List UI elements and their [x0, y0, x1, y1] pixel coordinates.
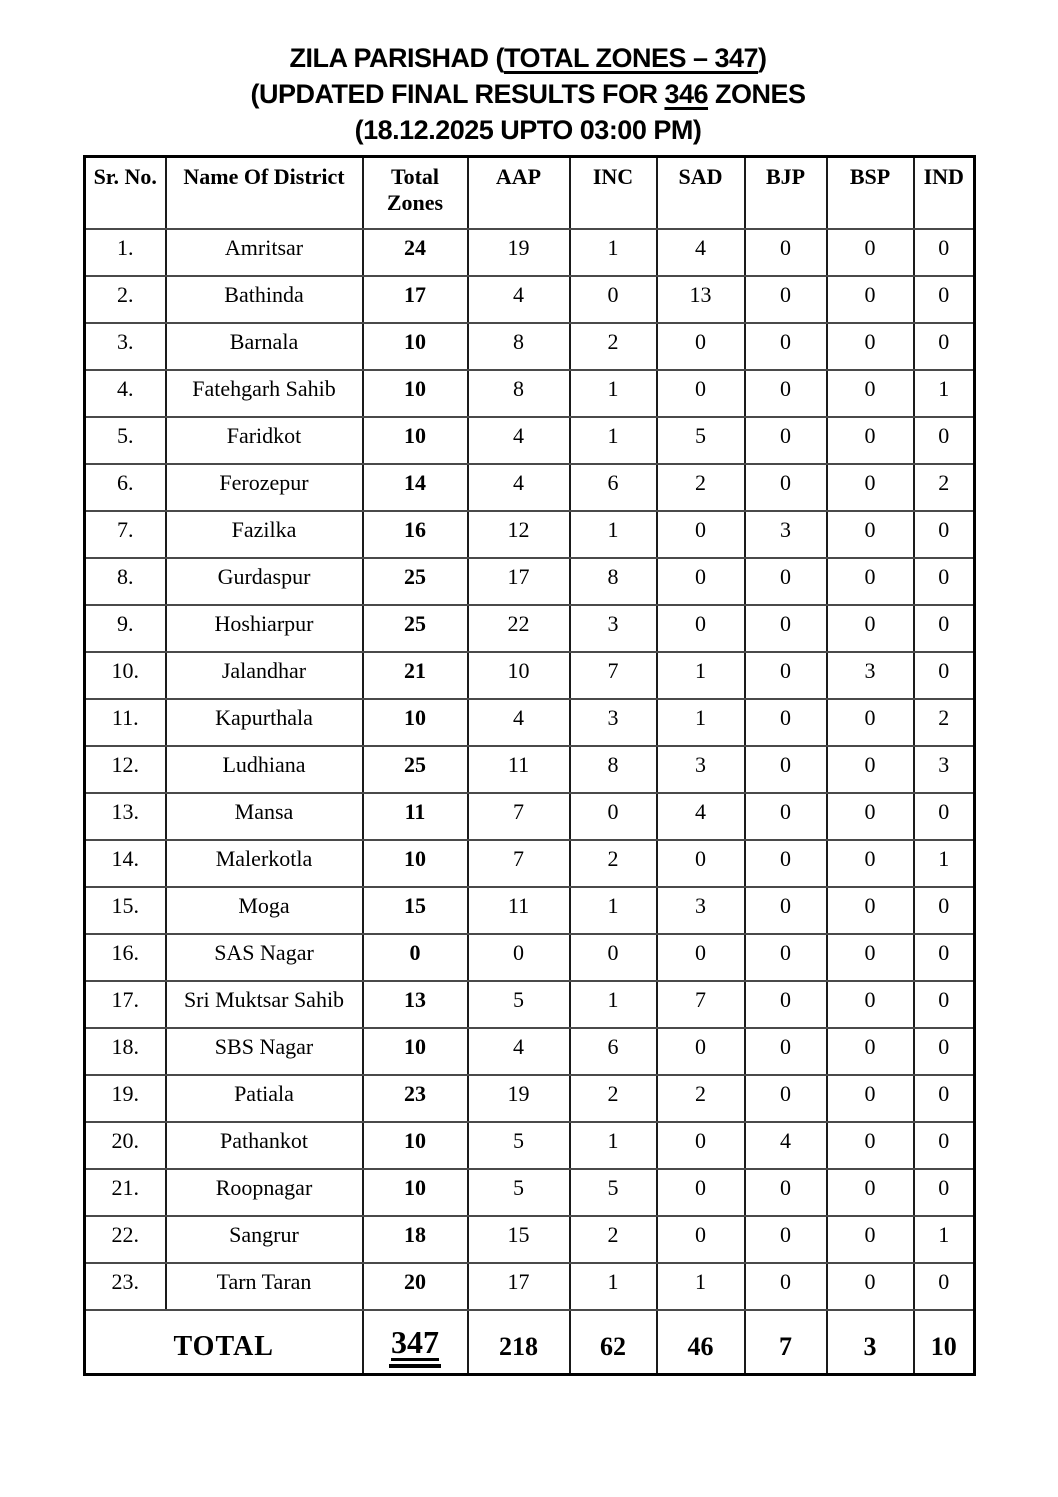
cell-sr-no: 18.	[85, 1028, 166, 1075]
cell-ind: 0	[914, 1075, 975, 1122]
cell-sr-no: 8.	[85, 558, 166, 605]
cell-district: Barnala	[166, 323, 363, 370]
cell-ind: 0	[914, 558, 975, 605]
cell-total-zones: 10	[363, 840, 468, 887]
cell-aap: 17	[468, 558, 570, 605]
cell-aap: 19	[468, 1075, 570, 1122]
cell-ind: 0	[914, 1028, 975, 1075]
total-sad: 46	[657, 1310, 745, 1375]
header-sr-no: Sr. No.	[85, 157, 166, 230]
cell-inc: 1	[570, 370, 657, 417]
cell-total-zones: 13	[363, 981, 468, 1028]
header-inc: INC	[570, 157, 657, 230]
cell-total-zones: 10	[363, 323, 468, 370]
cell-bsp: 0	[827, 323, 914, 370]
title-line2-pre: (UPDATED FINAL RESULTS FOR	[250, 79, 665, 109]
cell-sad: 2	[657, 1075, 745, 1122]
table-row	[85, 558, 975, 605]
cell-bjp: 0	[745, 1028, 827, 1075]
cell-district: Ferozepur	[166, 464, 363, 511]
cell-district: Hoshiarpur	[166, 605, 363, 652]
cell-sr-no: 5.	[85, 417, 166, 464]
cell-inc: 3	[570, 605, 657, 652]
total-inc: 62	[570, 1310, 657, 1375]
table-row	[85, 934, 975, 981]
cell-bjp: 4	[745, 1122, 827, 1169]
cell-ind: 0	[914, 1122, 975, 1169]
header-row	[85, 157, 975, 230]
total-aap: 218	[468, 1310, 570, 1375]
cell-total-zones: 25	[363, 558, 468, 605]
title-line1-pre: ZILA PARISHAD (	[289, 43, 504, 73]
cell-sr-no: 2.	[85, 276, 166, 323]
table-body	[85, 229, 975, 1310]
table-row	[85, 1028, 975, 1075]
cell-sr-no: 4.	[85, 370, 166, 417]
cell-district: Jalandhar	[166, 652, 363, 699]
cell-bsp: 0	[827, 370, 914, 417]
cell-sad: 0	[657, 605, 745, 652]
cell-ind: 0	[914, 511, 975, 558]
cell-ind: 2	[914, 699, 975, 746]
cell-sr-no: 23.	[85, 1263, 166, 1310]
cell-total-zones: 15	[363, 887, 468, 934]
cell-sad: 13	[657, 276, 745, 323]
cell-inc: 0	[570, 934, 657, 981]
total-ind: 10	[914, 1310, 975, 1375]
table-row	[85, 1122, 975, 1169]
cell-inc: 6	[570, 464, 657, 511]
cell-bsp: 0	[827, 746, 914, 793]
cell-sad: 4	[657, 229, 745, 276]
cell-ind: 0	[914, 1169, 975, 1216]
document-page	[83, 0, 973, 1376]
cell-sad: 0	[657, 323, 745, 370]
header-bjp: BJP	[745, 157, 827, 230]
cell-sad: 1	[657, 652, 745, 699]
cell-sr-no: 15.	[85, 887, 166, 934]
cell-sad: 0	[657, 1122, 745, 1169]
table-row	[85, 511, 975, 558]
cell-inc: 1	[570, 981, 657, 1028]
cell-ind: 0	[914, 981, 975, 1028]
cell-sad: 0	[657, 511, 745, 558]
table-row	[85, 1216, 975, 1263]
cell-district: Patiala	[166, 1075, 363, 1122]
cell-total-zones: 10	[363, 1169, 468, 1216]
table-row	[85, 370, 975, 417]
cell-sr-no: 19.	[85, 1075, 166, 1122]
cell-bsp: 0	[827, 1028, 914, 1075]
cell-bsp: 0	[827, 1169, 914, 1216]
header-district: Name Of District	[166, 157, 363, 230]
cell-inc: 0	[570, 276, 657, 323]
cell-sad: 7	[657, 981, 745, 1028]
cell-inc: 8	[570, 746, 657, 793]
cell-bjp: 0	[745, 370, 827, 417]
cell-ind: 1	[914, 370, 975, 417]
cell-bjp: 0	[745, 887, 827, 934]
cell-bjp: 0	[745, 1075, 827, 1122]
cell-bjp: 0	[745, 605, 827, 652]
table-row	[85, 840, 975, 887]
title-line1-post: )	[758, 43, 767, 73]
cell-inc: 1	[570, 887, 657, 934]
cell-inc: 0	[570, 793, 657, 840]
cell-bjp: 0	[745, 417, 827, 464]
cell-bsp: 0	[827, 605, 914, 652]
header-aap: AAP	[468, 157, 570, 230]
cell-aap: 22	[468, 605, 570, 652]
cell-sr-no: 9.	[85, 605, 166, 652]
cell-inc: 5	[570, 1169, 657, 1216]
cell-sr-no: 22.	[85, 1216, 166, 1263]
cell-ind: 0	[914, 1263, 975, 1310]
header-sad: SAD	[657, 157, 745, 230]
cell-sad: 2	[657, 464, 745, 511]
table-row	[85, 1169, 975, 1216]
cell-sr-no: 13.	[85, 793, 166, 840]
cell-bjp: 0	[745, 323, 827, 370]
cell-ind: 2	[914, 464, 975, 511]
cell-district: Kapurthala	[166, 699, 363, 746]
cell-aap: 17	[468, 1263, 570, 1310]
cell-district: Mansa	[166, 793, 363, 840]
cell-sr-no: 1.	[85, 229, 166, 276]
table-row	[85, 1075, 975, 1122]
cell-total-zones: 10	[363, 1122, 468, 1169]
grand-total-value: 347	[389, 1326, 441, 1368]
cell-sr-no: 14.	[85, 840, 166, 887]
cell-district: Pathankot	[166, 1122, 363, 1169]
cell-district: Gurdaspur	[166, 558, 363, 605]
cell-sad: 3	[657, 887, 745, 934]
cell-inc: 2	[570, 323, 657, 370]
cell-ind: 0	[914, 605, 975, 652]
cell-ind: 0	[914, 934, 975, 981]
cell-total-zones: 0	[363, 934, 468, 981]
cell-total-zones: 25	[363, 746, 468, 793]
cell-bsp: 0	[827, 229, 914, 276]
cell-aap: 7	[468, 840, 570, 887]
cell-district: Amritsar	[166, 229, 363, 276]
cell-bjp: 0	[745, 1216, 827, 1263]
total-label: TOTAL	[85, 1310, 363, 1375]
table-row	[85, 699, 975, 746]
cell-sad: 0	[657, 934, 745, 981]
cell-inc: 1	[570, 1263, 657, 1310]
cell-total-zones: 14	[363, 464, 468, 511]
cell-aap: 4	[468, 464, 570, 511]
cell-district: Roopnagar	[166, 1169, 363, 1216]
cell-sad: 0	[657, 1169, 745, 1216]
cell-ind: 0	[914, 887, 975, 934]
cell-bjp: 0	[745, 981, 827, 1028]
cell-bsp: 0	[827, 558, 914, 605]
table-row	[85, 793, 975, 840]
cell-bjp: 0	[745, 746, 827, 793]
cell-total-zones: 17	[363, 276, 468, 323]
header-ind: IND	[914, 157, 975, 230]
cell-ind: 0	[914, 793, 975, 840]
cell-district: Malerkotla	[166, 840, 363, 887]
title-line2-post: ZONES	[708, 79, 806, 109]
total-zones-grand	[363, 1310, 468, 1375]
cell-total-zones: 24	[363, 229, 468, 276]
cell-sr-no: 21.	[85, 1169, 166, 1216]
table-row	[85, 887, 975, 934]
cell-bsp: 0	[827, 793, 914, 840]
cell-aap: 11	[468, 887, 570, 934]
cell-inc: 6	[570, 1028, 657, 1075]
cell-inc: 1	[570, 229, 657, 276]
cell-total-zones: 25	[363, 605, 468, 652]
cell-sr-no: 10.	[85, 652, 166, 699]
title-line2-underlined: 346	[664, 79, 709, 109]
cell-total-zones: 10	[363, 370, 468, 417]
cell-district: Bathinda	[166, 276, 363, 323]
cell-total-zones: 16	[363, 511, 468, 558]
header-bsp: BSP	[827, 157, 914, 230]
cell-aap: 5	[468, 981, 570, 1028]
cell-aap: 0	[468, 934, 570, 981]
cell-inc: 1	[570, 1122, 657, 1169]
table-row	[85, 417, 975, 464]
cell-bjp: 0	[745, 1263, 827, 1310]
cell-inc: 2	[570, 1216, 657, 1263]
cell-sad: 1	[657, 1263, 745, 1310]
cell-sr-no: 11.	[85, 699, 166, 746]
cell-aap: 4	[468, 699, 570, 746]
cell-aap: 12	[468, 511, 570, 558]
table-row	[85, 464, 975, 511]
cell-district: Ludhiana	[166, 746, 363, 793]
cell-aap: 8	[468, 370, 570, 417]
cell-sad: 0	[657, 840, 745, 887]
cell-bsp: 3	[827, 652, 914, 699]
cell-inc: 1	[570, 511, 657, 558]
cell-district: Fazilka	[166, 511, 363, 558]
cell-bsp: 0	[827, 1075, 914, 1122]
title-line-2	[83, 76, 973, 112]
cell-district: SAS Nagar	[166, 934, 363, 981]
cell-bsp: 0	[827, 1122, 914, 1169]
cell-inc: 2	[570, 1075, 657, 1122]
cell-aap: 7	[468, 793, 570, 840]
cell-total-zones: 21	[363, 652, 468, 699]
cell-aap: 15	[468, 1216, 570, 1263]
cell-total-zones: 10	[363, 417, 468, 464]
total-row	[85, 1310, 975, 1375]
cell-ind: 1	[914, 840, 975, 887]
cell-aap: 19	[468, 229, 570, 276]
table-row	[85, 323, 975, 370]
cell-bjp: 3	[745, 511, 827, 558]
cell-total-zones: 23	[363, 1075, 468, 1122]
cell-aap: 8	[468, 323, 570, 370]
cell-bjp: 0	[745, 229, 827, 276]
cell-bjp: 0	[745, 793, 827, 840]
cell-ind: 0	[914, 276, 975, 323]
cell-bjp: 0	[745, 652, 827, 699]
table-row	[85, 746, 975, 793]
cell-bsp: 0	[827, 464, 914, 511]
total-bjp: 7	[745, 1310, 827, 1375]
table-row	[85, 605, 975, 652]
cell-district: Sri Muktsar Sahib	[166, 981, 363, 1028]
cell-inc: 1	[570, 417, 657, 464]
cell-bsp: 0	[827, 934, 914, 981]
cell-bjp: 0	[745, 840, 827, 887]
cell-bsp: 0	[827, 840, 914, 887]
cell-inc: 3	[570, 699, 657, 746]
cell-sad: 4	[657, 793, 745, 840]
cell-ind: 0	[914, 652, 975, 699]
cell-sad: 3	[657, 746, 745, 793]
table-row	[85, 229, 975, 276]
cell-district: Fatehgarh Sahib	[166, 370, 363, 417]
title-line-3: (18.12.2025 UPTO 03:00 PM)	[354, 115, 702, 145]
cell-bsp: 0	[827, 699, 914, 746]
cell-sr-no: 7.	[85, 511, 166, 558]
cell-bsp: 0	[827, 417, 914, 464]
cell-district: Faridkot	[166, 417, 363, 464]
cell-ind: 1	[914, 1216, 975, 1263]
cell-bjp: 0	[745, 276, 827, 323]
cell-aap: 5	[468, 1169, 570, 1216]
cell-ind: 3	[914, 746, 975, 793]
header-total-zones: Total Zones	[363, 157, 468, 230]
cell-sr-no: 6.	[85, 464, 166, 511]
cell-sad: 0	[657, 1028, 745, 1075]
cell-aap: 11	[468, 746, 570, 793]
cell-sr-no: 3.	[85, 323, 166, 370]
cell-bjp: 0	[745, 464, 827, 511]
cell-sad: 0	[657, 558, 745, 605]
cell-bjp: 0	[745, 558, 827, 605]
document-title	[83, 0, 973, 148]
cell-bsp: 0	[827, 276, 914, 323]
cell-aap: 4	[468, 417, 570, 464]
cell-total-zones: 10	[363, 1028, 468, 1075]
cell-sad: 5	[657, 417, 745, 464]
cell-sad: 0	[657, 370, 745, 417]
cell-ind: 0	[914, 229, 975, 276]
cell-sr-no: 12.	[85, 746, 166, 793]
cell-sr-no: 16.	[85, 934, 166, 981]
table-row	[85, 276, 975, 323]
cell-bjp: 0	[745, 1169, 827, 1216]
cell-sr-no: 20.	[85, 1122, 166, 1169]
total-bsp: 3	[827, 1310, 914, 1375]
cell-sad: 0	[657, 1216, 745, 1263]
cell-bsp: 0	[827, 1263, 914, 1310]
cell-aap: 4	[468, 1028, 570, 1075]
cell-aap: 10	[468, 652, 570, 699]
cell-sad: 1	[657, 699, 745, 746]
cell-total-zones: 18	[363, 1216, 468, 1263]
cell-bsp: 0	[827, 511, 914, 558]
cell-bsp: 0	[827, 887, 914, 934]
table-row	[85, 981, 975, 1028]
cell-ind: 0	[914, 323, 975, 370]
cell-inc: 8	[570, 558, 657, 605]
cell-total-zones: 20	[363, 1263, 468, 1310]
cell-district: Sangrur	[166, 1216, 363, 1263]
cell-inc: 2	[570, 840, 657, 887]
cell-total-zones: 10	[363, 699, 468, 746]
table-row	[85, 1263, 975, 1310]
cell-ind: 0	[914, 417, 975, 464]
cell-bjp: 0	[745, 699, 827, 746]
cell-bjp: 0	[745, 934, 827, 981]
cell-inc: 7	[570, 652, 657, 699]
cell-aap: 5	[468, 1122, 570, 1169]
cell-bsp: 0	[827, 981, 914, 1028]
cell-district: Moga	[166, 887, 363, 934]
cell-sr-no: 17.	[85, 981, 166, 1028]
cell-total-zones: 11	[363, 793, 468, 840]
title-line-1	[83, 40, 973, 76]
results-table	[83, 155, 976, 1376]
cell-aap: 4	[468, 276, 570, 323]
cell-bsp: 0	[827, 1216, 914, 1263]
title-line1-underlined: TOTAL ZONES – 347	[503, 43, 759, 73]
cell-district: SBS Nagar	[166, 1028, 363, 1075]
table-row	[85, 652, 975, 699]
cell-district: Tarn Taran	[166, 1263, 363, 1310]
